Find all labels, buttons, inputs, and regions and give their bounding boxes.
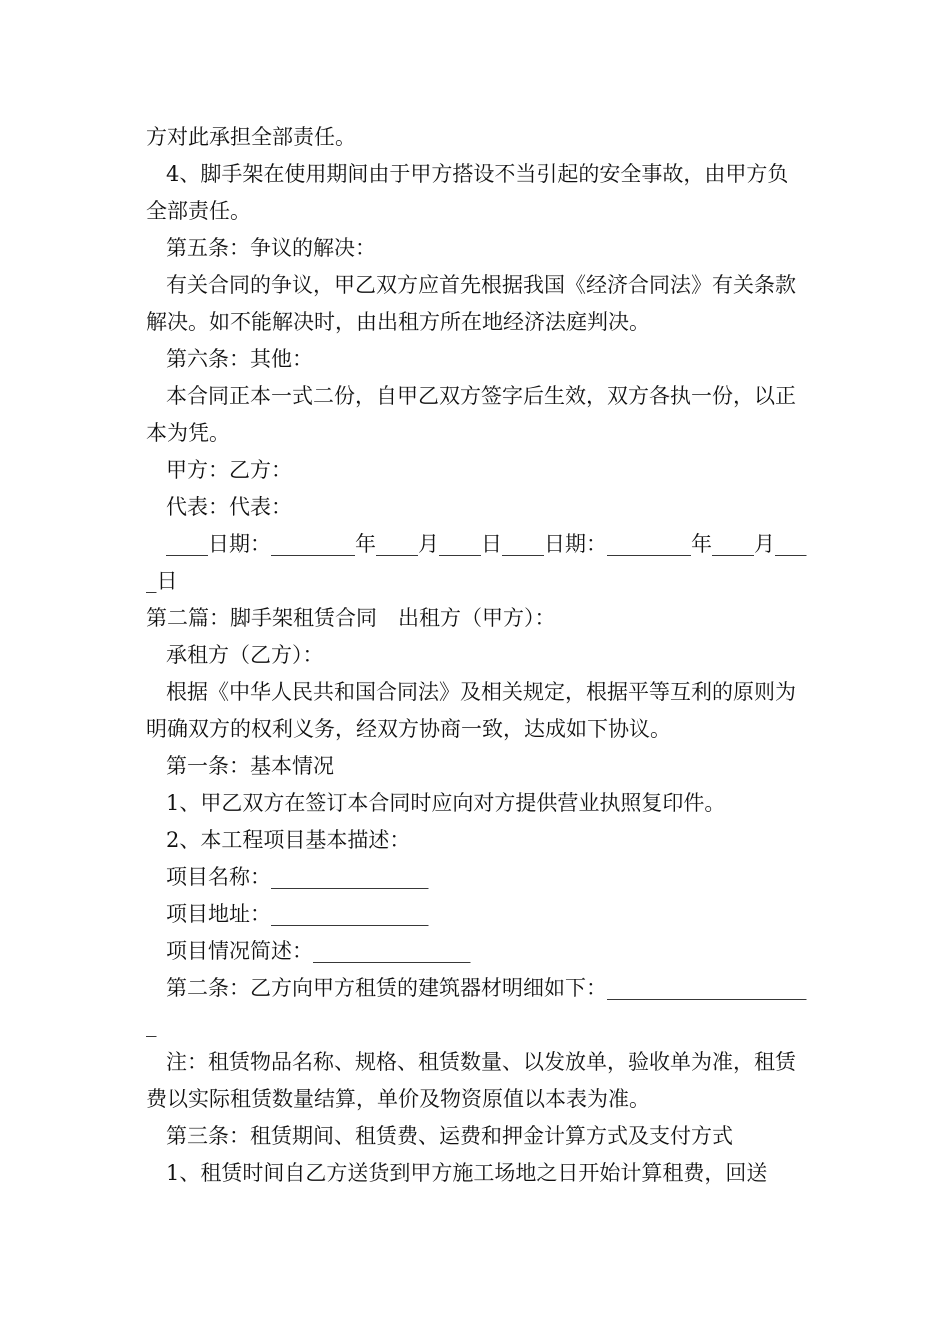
heading-article-1: 第一条：基本情况 [166,754,334,778]
lessee-line: 承租方（乙方）： [166,643,324,667]
signature-dates: ____日期：________年____月____日____日期：________年____月____日 [146,532,807,593]
paragraph-preamble: 根据《中华人民共和国合同法》及相关规定，根据平等互利的原则为明确双方的权利义务，经双方协商一致，达成如下协议。 [146,680,796,741]
paragraph-dispute: 有关合同的争议，甲乙双方应首先根据我国《经济合同法》有关条款解决。如不能解决时，由出租方所在地经济法庭判决。 [146,273,796,334]
document-body [146,119,808,1192]
heading-article-5: 第五条：争议的解决： [166,236,376,260]
paragraph-continuation: 方对此承担全部责任。 [146,125,356,149]
heading-article-3: 第三条：租赁期间、租赁费、运费和押金计算方式及支付方式 [166,1124,733,1148]
heading-part-2: 第二篇：脚手架租赁合同 出租方（甲方）： [146,606,556,630]
paragraph-clause-4: 4、脚手架在使用期间由于甲方搭设不当引起的安全事故，由甲方负全部责任。 [146,162,789,223]
paragraph-copies: 本合同正本一式二份，自甲乙双方签字后生效，双方各执一份，以正本为凭。 [146,384,796,445]
paragraph-item-2: 2、本工程项目基本描述： [166,828,411,852]
field-project-summary: 项目情况简述：_______________ [166,939,471,963]
heading-article-6: 第六条：其他： [166,347,313,371]
field-project-name: 项目名称：_______________ [166,865,429,889]
heading-article-2: 第二条：乙方向甲方租赁的建筑器材明细如下：____________________ [146,976,807,1037]
paragraph-item-1: 1、甲乙双方在签订本合同时应向对方提供营业执照复印件。 [166,791,726,815]
paragraph-note: 注：租赁物品名称、规格、租赁数量、以发放单，验收单为准，租赁费以实际租赁数量结算，单价及物资原值以本表为准。 [146,1050,796,1111]
paragraph-lease-time: 1、租赁时间自乙方送货到甲方施工场地之日开始计算租费，回送 [166,1161,768,1185]
field-project-address: 项目地址：_______________ [166,902,429,926]
signature-parties: 甲方：乙方： [166,458,292,482]
signature-representatives: 代表：代表： [166,495,292,519]
